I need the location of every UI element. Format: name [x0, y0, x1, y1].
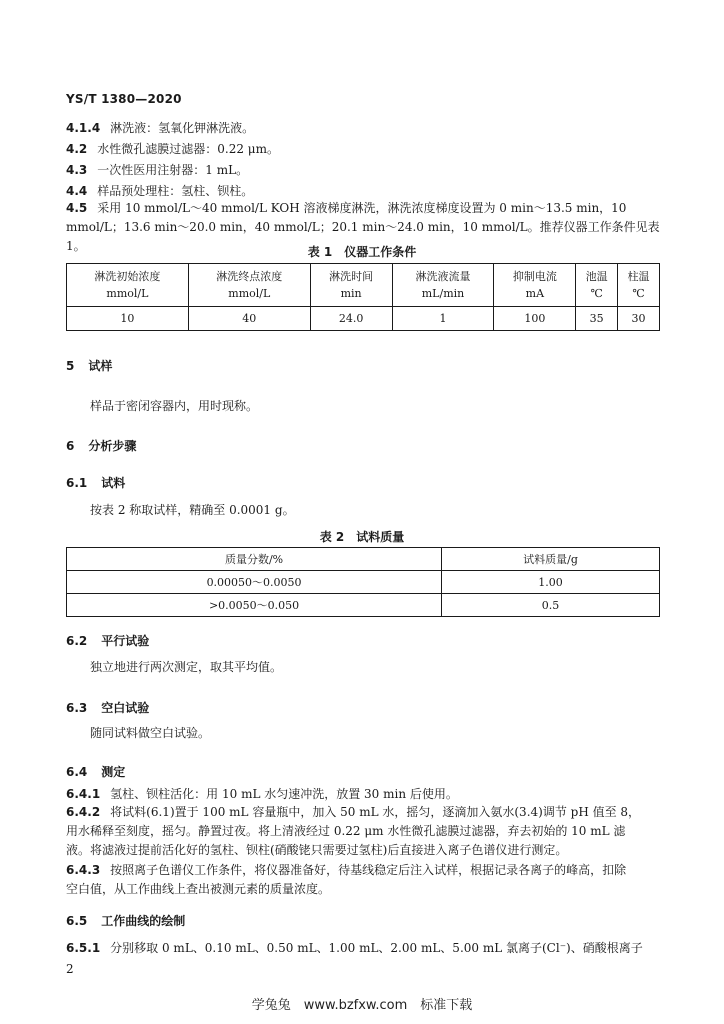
page-number: 2 — [66, 962, 74, 976]
section-6-5-heading: 6.5 工作曲线的绘制 — [66, 914, 186, 928]
section-6-4-heading: 6.4 测定 — [66, 765, 126, 779]
clause-4-2: 4.2 水性微孔滤膜过滤器：0.22 μm。 — [66, 142, 279, 156]
clause-6-4-3: 6.4.3 按照离子色谱仪工作条件，将仪器准备好，待基线稳定后注入试样，根据记录各离子的峰高，扣除 空白值，从工作曲线上查出被测元素的质量浓度。 — [66, 863, 627, 896]
section-6-3-text: 随同试料做空白试验。 — [90, 726, 211, 740]
table-header: 试料质量/g — [442, 548, 660, 571]
clause-6-5-1: 6.5.1 分别移取 0 mL、0.10 mL、0.50 mL、1.00 mL、2.00 mL、5.00 mL 氯离子(Cl⁻)、硝酸根离子 — [66, 941, 643, 955]
table-cell: 24.0 — [310, 307, 392, 331]
clause-6-4-2: 6.4.2 将试料(6.1)置于 100 mL 容量瓶中，加入 50 mL 水，摇匀，逐滴加入氨水(3.4)调节 pH 值至 8， 用水稀释至刻度，摇匀。静置过夜。将上清液经过 0.22 μm 水性微孔滤膜过滤器，弃去初始的 10 mL 滤 液。将滤液过提前活化好的氢柱、钡柱(硝酸铑只需要过氢柱)后直接进入离子色谱仪进行测定。 — [66, 805, 641, 857]
table-cell: 1 — [392, 307, 494, 331]
table-cell: 35 — [576, 307, 618, 331]
table-header: 柱温 ℃ — [618, 264, 660, 307]
section-6-3-heading: 6.3 空白试验 — [66, 701, 150, 715]
standard-number: YS/T 1380—2020 — [66, 92, 182, 106]
table-header: 淋洗液流量 mL/min — [392, 264, 494, 307]
clause-4-4: 4.4 样品预处理柱：氢柱、钡柱。 — [66, 184, 254, 198]
section-5-heading: 5 试样 — [66, 359, 113, 373]
table-cell: 0.5 — [442, 594, 660, 617]
table-header: 抑制电流 mA — [494, 264, 576, 307]
table-cell: 10 — [67, 307, 189, 331]
section-5-text: 样品于密闭容器内，用时现称。 — [90, 399, 259, 413]
table-row — [67, 594, 660, 617]
table2-caption: 表 2 试料质量 — [319, 530, 405, 544]
instrument-conditions-table — [66, 263, 660, 331]
section-6-1-heading: 6.1 试料 — [66, 476, 126, 490]
table-cell: 100 — [494, 307, 576, 331]
clause-4-1-4: 4.1.4 淋洗液：氢氧化钾淋洗液。 — [66, 121, 255, 135]
clause-4-5: 4.5 采用 10 mmol/L～40 mmol/L KOH 溶液梯度淋洗，淋洗浓度梯度设置为 0 min～13.5 min，10 mmol/L；13.6 min～20.0 min，40 mmol/L；20.1 min～24.0 min，10 mmol/L。推荐仪器工作条件见表 1。 — [66, 201, 660, 253]
table-header: 池温 ℃ — [576, 264, 618, 307]
table-cell: 40 — [188, 307, 310, 331]
table-cell: >0.0050～0.050 — [67, 594, 442, 617]
sample-mass-table — [66, 547, 660, 617]
table-header: 淋洗初始浓度 mmol/L — [67, 264, 189, 307]
table-row — [67, 307, 660, 331]
clause-6-4-1: 6.4.1 氢柱、钡柱活化：用 10 mL 水匀速冲洗，放置 30 min 后使用。 — [66, 787, 458, 801]
site-footer: 学兔兔 www.bzfxw.com 标准下载 — [251, 998, 473, 1013]
table-header-row — [67, 264, 660, 307]
section-6-2-text: 独立地进行两次测定，取其平均值。 — [90, 660, 283, 674]
section-6-2-heading: 6.2 平行试验 — [66, 634, 150, 648]
table-cell: 0.00050～0.0050 — [67, 571, 442, 594]
clause-4-3: 4.3 一次性医用注射器：1 mL。 — [66, 163, 249, 177]
table-header: 淋洗时间 min — [310, 264, 392, 307]
table-header: 质量分数/% — [67, 548, 442, 571]
table-header: 淋洗终点浓度 mmol/L — [188, 264, 310, 307]
table-cell: 30 — [618, 307, 660, 331]
table-header-row — [67, 548, 660, 571]
section-6-heading: 6 分析步骤 — [66, 439, 137, 453]
table-row — [67, 571, 660, 594]
section-6-1-text: 按表 2 称取试样，精确至 0.0001 g。 — [90, 503, 295, 517]
table1-caption: 表 1 仪器工作条件 — [307, 245, 417, 259]
table-cell: 1.00 — [442, 571, 660, 594]
